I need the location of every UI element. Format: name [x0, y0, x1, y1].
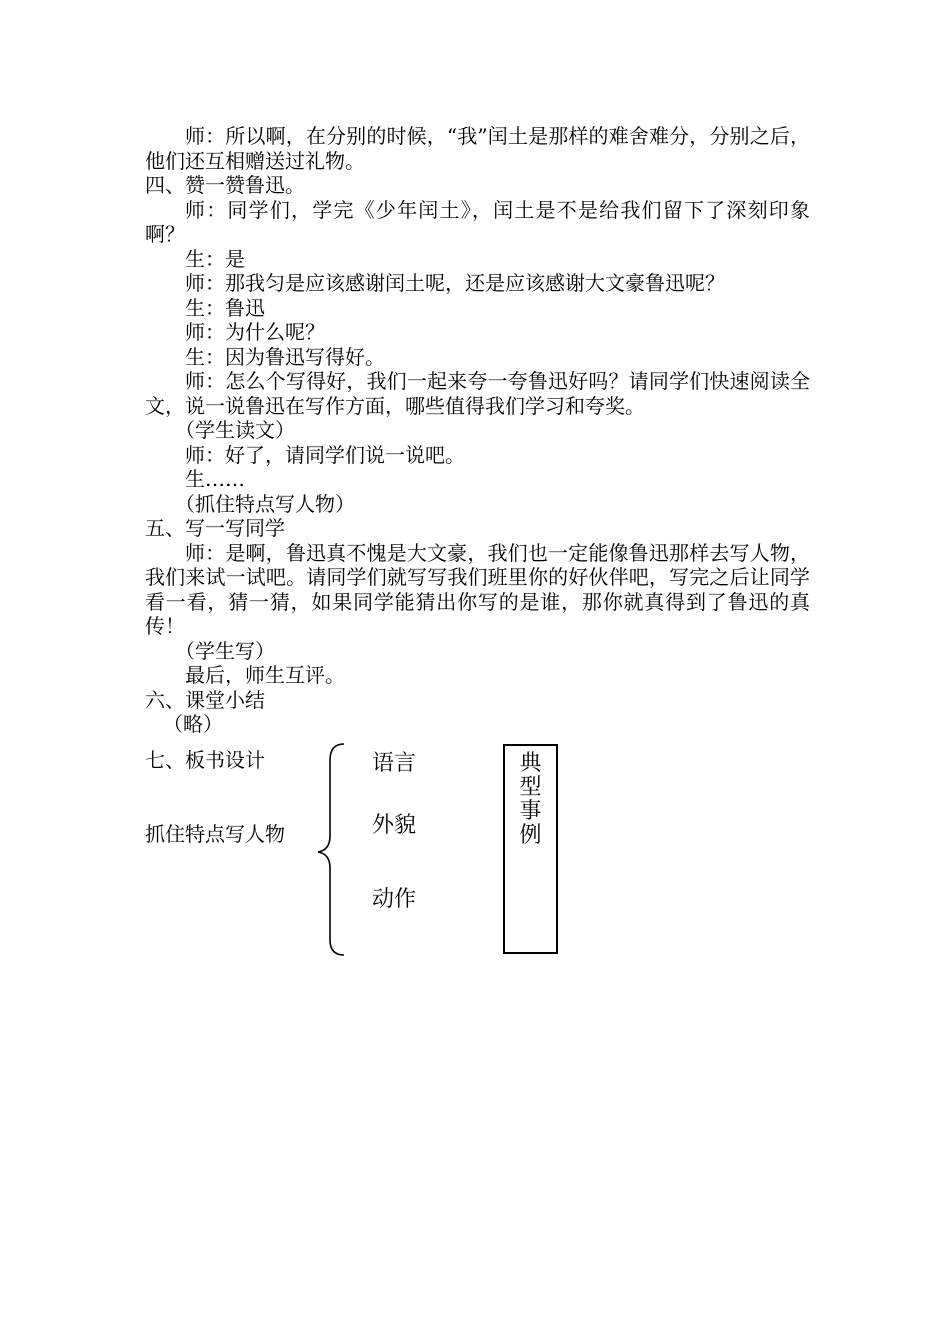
paragraph-omitted: （略）: [163, 712, 223, 736]
paragraph-mutual-review: 最后，师生互评。: [185, 663, 345, 687]
paragraph-student-writes-well: 生：因为鲁迅写得好。: [185, 344, 385, 369]
board-heading: 七、板书设计: [145, 748, 265, 772]
paragraph-student-yes: 生：是: [185, 246, 245, 271]
section-heading-write-classmate: 五、写一写同学: [145, 516, 285, 540]
paragraph-teacher-write: 师：是啊，鲁迅真不愧是大文豪，我们也一定能像鲁迅那样去写人物，我们来试一试吧。请同学们就写写我们班里你的好伙伴吧，写完之后让同学看一看，猜一猜，如果同学能猜出你写的是谁，那你就真得到了鲁迅的真传！: [145, 540, 810, 638]
board-item-action: 动作: [372, 887, 417, 912]
paragraph-teacher-impression: 师：同学们，学完《少年闰土》，闰土是不是给我们留下了深刻印象啊？: [145, 197, 810, 246]
paragraph-teacher-why: 师：为什么呢？: [185, 320, 325, 344]
typical-example-box: [503, 744, 558, 954]
paragraph-teacher-read: 师：怎么个写得好，我们一起来夸一夸鲁迅好吗？请同学们快速阅读全文，说一说鲁迅在写作方面，哪些值得我们学习和夸奖。: [145, 369, 810, 418]
box-char-4: 例: [519, 823, 542, 848]
board-item-appearance: 外貌: [372, 813, 417, 838]
paragraph-students-write: （学生写）: [175, 638, 275, 663]
paragraph-student-luxun: 生：鲁迅: [185, 295, 265, 320]
board-item-language: 语言: [372, 751, 417, 776]
paragraph-students-read: （学生读文）: [175, 418, 295, 442]
box-char-3: 事: [519, 799, 542, 824]
paragraph-teacher-thanks: 师：那我匀是应该感谢闰土呢，还是应该感谢大文豪鲁迅呢？: [185, 271, 725, 295]
paragraph-teacher-farewell: 师：所以啊，在分别的时候，“我”闰土是那样的难舍难分，分别之后，他们还互相赠送过礼物。: [145, 124, 810, 173]
box-char-1: 典: [519, 751, 542, 776]
paragraph-student-ellipsis: 生……: [185, 467, 245, 491]
paragraph-grasp-features: （抓住特点写人物）: [175, 491, 355, 516]
section-heading-summary: 六、课堂小结: [145, 687, 265, 712]
paragraph-teacher-say: 师：好了，请同学们说一说吧。: [185, 442, 465, 467]
box-char-2: 型: [519, 775, 542, 800]
board-topic: 抓住特点写人物: [145, 822, 285, 846]
section-heading-praise-luxun: 四、赞一赞鲁迅。: [145, 173, 305, 197]
